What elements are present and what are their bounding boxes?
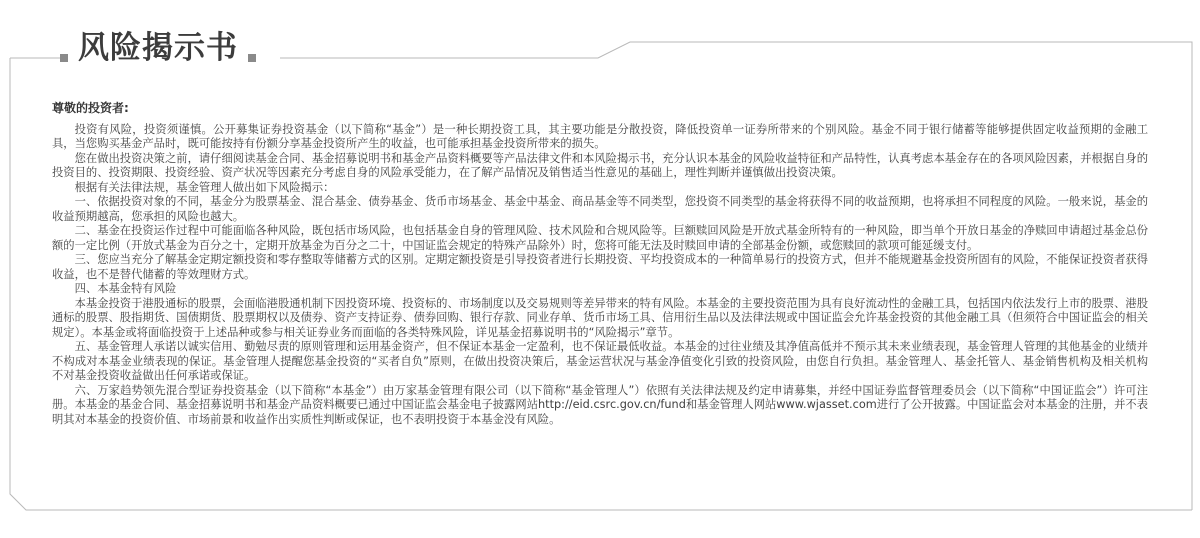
paragraph: 您在做出投资决策之前，请仔细阅读基金合同、基金招募说明书和基金产品资料概要等产品法律文件和本风险揭示书，充分认识本基金的风险收益特征和产品特性，认真考虑本基金存在的各项风险因素，并根据自身的投资目的、投资期限、投资经验、资产状况等因素充分考虑自身的风险承受能力，在了解产品情况及销售适当性意见的基础上，理性判断并谨慎做出投资决策。 xyxy=(52,151,1148,179)
risk-disclosure-body xyxy=(52,101,1148,427)
title-right-square xyxy=(248,54,256,62)
greeting: 尊敬的投资者: xyxy=(52,101,129,115)
paragraph: 投资有风险，投资须谨慎。公开募集证券投资基金（以下简称“基金”）是一种长期投资工具，其主要功能是分散投资，降低投资单一证券所带来的个别风险。基金不同于银行储蓄等能够提供固定收益预期的金融工具，当您购买基金产品时，既可能按持有份额分享基金投资所产生的收益，也可能承担基金投资所带来的损失。 xyxy=(52,122,1148,150)
section-heading: 四、本基金特有风险 xyxy=(74,282,177,295)
paragraph: 一、依据投资对象的不同，基金分为股票基金、混合基金、债券基金、货币市场基金、基金中基金、商品基金等不同类型，您投资不同类型的基金将获得不同的收益预期，也将承担不同程度的风险。一般来说，基金的收益预期越高，您承担的风险也越大。 xyxy=(52,195,1148,223)
title-left-square xyxy=(60,54,68,62)
paragraph: 本基金投资于港股通标的股票，会面临港股通机制下因投资环境、投资标的、市场制度以及交易规则等差异带来的特有风险。本基金的主要投资范围为具有良好流动性的金融工具，包括国内依法发行上市的股票、港股通标的股票、股指期货、国债期货、股票期权以及债券、资产支持证券、债券回购、银行存款、同业存单、货币市场工具、信用衍生品以及法律法规或中国证监会允许基金投资的其他金融工具（但须符合中国证监会的相关规定）。本基金或将面临投资于上述品种或参与相关证券业务而面临的各类特殊风险，详见基金招募说明书的“风险揭示”章节。 xyxy=(52,296,1148,339)
title-block xyxy=(60,26,256,70)
paragraph: 根据有关法律法规，基金管理人做出如下风险揭示： xyxy=(74,180,335,194)
page-title: 风险揭示书 xyxy=(78,30,238,66)
paragraph: 二、基金在投资运作过程中可能面临各种风险，既包括市场风险，也包括基金自身的管理风险、技术风险和合规风险等。巨额赎回风险是开放式基金所特有的一种风险，即当单个开放日基金的净赎回申请超过基金总份额的一定比例（开放式基金为百分之十，定期开放基金为百分之二十，中国证监会规定的特殊产品除外）时，您将可能无法及时赎回申请的全部基金份额，或您赎回的款项可能延缓支付。 xyxy=(52,224,1148,252)
paragraph: 五、基金管理人承诺以诚实信用、勤勉尽责的原则管理和运用基金资产，但不保证本基金一定盈利，也不保证最低收益。本基金的过往业绩及其净值高低并不预示其未来业绩表现，基金管理人管理的其他基金的业绩并不构成对本基金业绩表现的保证。基金管理人提醒您基金投资的“买者自负”原则，在做出投资决策后，基金运营状况与基金净值变化引致的投资风险，由您自行负担。基金管理人、基金托管人、基金销售机构及相关机构不对基金投资收益做出任何承诺或保证。 xyxy=(52,340,1148,382)
paragraph: 三、您应当充分了解基金定期定额投资和零存整取等储蓄方式的区别。定期定额投资是引导投资者进行长期投资、平均投资成本的一种简单易行的投资方式，但并不能规避基金投资所固有的风险，不能保证投资者获得收益，也不是替代储蓄的等效理财方式。 xyxy=(52,253,1148,281)
paragraph: 六、万家趋势领先混合型证券投资基金（以下简称“本基金”）由万家基金管理有限公司（以下简称“基金管理人”）依照有关法律法规及约定申请募集，并经中国证券监督管理委员会（以下简称“中国证监会”）许可注册。本基金的基金合同、基金招募说明书和基金产品资料概要已通过中国证监会基金电子披露网站http://eid.csrc.gov.cn/fund和基金管理人网站www.wjasset.com进行了公开披露。中国证监会对本基金的注册，并不表明其对本基金的投资价值、市场前景和收益作出实质性判断或保证，也不表明投资于本基金没有风险。 xyxy=(52,383,1148,426)
